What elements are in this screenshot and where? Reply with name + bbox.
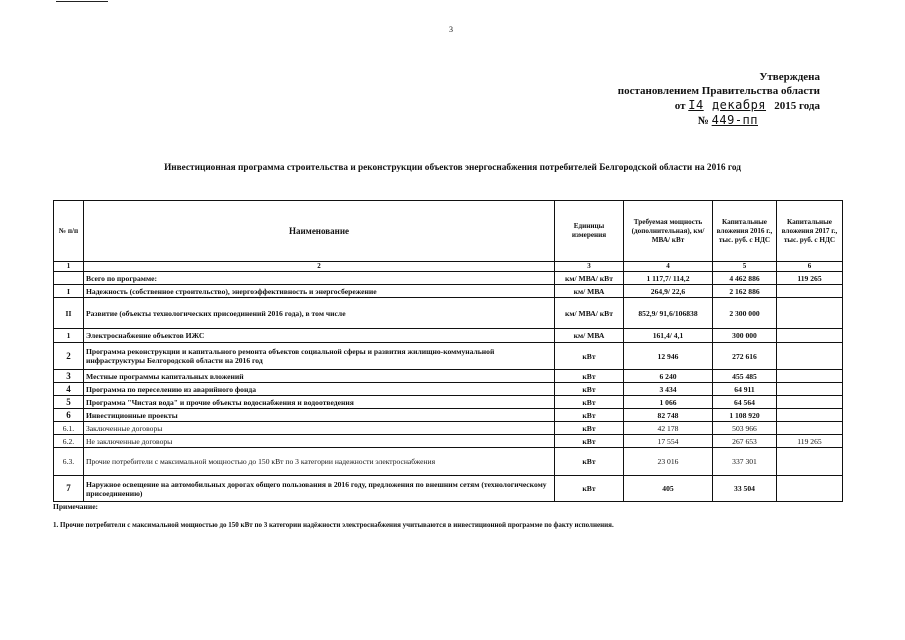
row-cap2016: 337 301 [713, 448, 777, 476]
row-cap2016: 64 564 [713, 396, 777, 409]
row-cap2016: 1 108 920 [713, 409, 777, 422]
approval-date [560, 98, 820, 113]
row-cap2016: 300 000 [713, 329, 777, 343]
row-cap2016: 33 504 [713, 476, 777, 502]
row-unit: кВт [555, 448, 624, 476]
index-cell: 5 [713, 262, 777, 272]
row-power: 17 554 [624, 435, 713, 448]
row-num: 3 [54, 370, 84, 383]
row-cap2017 [777, 370, 843, 383]
row-num [54, 272, 84, 285]
row-unit: кВт [555, 476, 624, 502]
index-cell: 1 [54, 262, 84, 272]
index-row [54, 262, 843, 272]
table-row [54, 272, 843, 285]
row-power: 6 240 [624, 370, 713, 383]
table-row [54, 329, 843, 343]
header-cap2017: Капитальные вложения 2017 г., тыс. руб. с НДС [777, 201, 843, 262]
row-power: 23 016 [624, 448, 713, 476]
row-cap2016: 2 162 886 [713, 285, 777, 298]
approval-block [560, 70, 820, 128]
row-num: 2 [54, 343, 84, 370]
row-name: Прочие потребители с максимальной мощностью до 150 кВт по 3 категории надежности электроснабжения [84, 448, 555, 476]
row-unit: км/ МВА [555, 329, 624, 343]
table-row [54, 476, 843, 502]
row-power: 852,9/ 91,6/106838 [624, 298, 713, 329]
row-cap2016: 267 653 [713, 435, 777, 448]
header-cap2016: Капитальные вложения 2016 г., тыс. руб. с НДС [713, 201, 777, 262]
row-name: Инвестиционные проекты [84, 409, 555, 422]
date-month: декабря [711, 98, 767, 112]
table-row [54, 370, 843, 383]
row-cap2016: 503 966 [713, 422, 777, 435]
row-name: Развитие (объекты технологических присоединений 2016 года), в том числе [84, 298, 555, 329]
row-unit: км/ МВА/ кВт [555, 298, 624, 329]
date-year: 2015 года [774, 100, 820, 112]
approval-line-2: постановлением Правительства области [617, 85, 820, 97]
row-unit: км/ МВА [555, 285, 624, 298]
table-row [54, 448, 843, 476]
row-power: 1 066 [624, 396, 713, 409]
row-cap2017 [777, 285, 843, 298]
row-num: 1 [54, 329, 84, 343]
number-prefix: № [697, 115, 709, 127]
row-cap2016: 2 300 000 [713, 298, 777, 329]
row-name: Наружное освещение на автомобильных дорогах общего пользования в 2016 году, предложения по внешним сетям (технологическому присоединению) [84, 476, 555, 502]
row-unit: кВт [555, 343, 624, 370]
table-row [54, 435, 843, 448]
row-unit: кВт [555, 435, 624, 448]
number-value: 449-пп [711, 113, 758, 127]
row-cap2017 [777, 396, 843, 409]
header-unit: Единицы измерения [555, 201, 624, 262]
row-unit: кВт [555, 396, 624, 409]
row-power: 405 [624, 476, 713, 502]
table-row [54, 409, 843, 422]
row-name: Электроснабжение объектов ИЖС [84, 329, 555, 343]
document-title: Инвестиционная программа строительства и реконструкции объектов энергоснабжения потребителей Белгородской области на 2016 год [164, 163, 741, 173]
row-num: 6.3. [54, 448, 84, 476]
row-power: 264,9/ 22,6 [624, 285, 713, 298]
row-num: 6.2. [54, 435, 84, 448]
table-row [54, 285, 843, 298]
approval-number [560, 113, 820, 128]
note-title: Примечание: [53, 502, 99, 511]
row-num: 5 [54, 396, 84, 409]
row-cap2017: 119 265 [777, 435, 843, 448]
row-unit: км/ МВА/ кВт [555, 272, 624, 285]
row-cap2017 [777, 329, 843, 343]
table-row [54, 422, 843, 435]
row-num: II [54, 298, 84, 329]
header-num: № п/п [54, 201, 84, 262]
header-power: Требуемая мощность (дополнительная), км/ МВА/ кВт [624, 201, 713, 262]
row-name: Программа "Чистая вода" и прочие объекты водоснабжения и водоотведения [84, 396, 555, 409]
row-power: 12 946 [624, 343, 713, 370]
page-number: 3 [449, 25, 453, 34]
row-name: Заключенные договоры [84, 422, 555, 435]
table-row [54, 396, 843, 409]
row-name: Программа по переселению из аварийного фонда [84, 383, 555, 396]
row-cap2017 [777, 448, 843, 476]
header-name: Наименование [84, 201, 555, 262]
row-name: Не заключенные договоры [84, 435, 555, 448]
index-cell: 6 [777, 262, 843, 272]
index-cell: 4 [624, 262, 713, 272]
note-text: 1. Прочие потребители с максимальной мощностью до 150 кВт по 3 категории надёжности электроснабжения учитываются в инвестиционной программе по факту исполнения. [53, 521, 614, 529]
row-cap2016: 272 616 [713, 343, 777, 370]
row-name: Программа реконструкции и капитального ремонта объектов социальной сферы и развития жилищно-коммунальной инфраструктуры Белгородской области на 2016 год [84, 343, 555, 370]
date-prefix: от [674, 100, 686, 112]
investment-table [53, 200, 843, 502]
approval-line-1: Утверждена [759, 71, 820, 83]
header-row [54, 201, 843, 262]
row-cap2017 [777, 409, 843, 422]
row-cap2017 [777, 343, 843, 370]
row-num: 6 [54, 409, 84, 422]
row-num: I [54, 285, 84, 298]
row-num: 4 [54, 383, 84, 396]
row-unit: кВт [555, 409, 624, 422]
row-power: 42 178 [624, 422, 713, 435]
row-unit: кВт [555, 422, 624, 435]
date-day: I4 [688, 98, 704, 112]
row-cap2016: 64 911 [713, 383, 777, 396]
top-rule [56, 1, 108, 2]
table-row [54, 383, 843, 396]
row-num: 7 [54, 476, 84, 502]
row-num: 6.1. [54, 422, 84, 435]
row-cap2016: 455 485 [713, 370, 777, 383]
row-power: 82 748 [624, 409, 713, 422]
row-cap2017 [777, 476, 843, 502]
row-name: Надежность (собственное строительство), энергоэффективность и энергосбережение [84, 285, 555, 298]
table-row [54, 343, 843, 370]
index-cell: 3 [555, 262, 624, 272]
table-row [54, 298, 843, 329]
row-cap2017 [777, 298, 843, 329]
row-name: Местные программы капитальных вложений [84, 370, 555, 383]
row-unit: кВт [555, 370, 624, 383]
row-cap2017: 119 265 [777, 272, 843, 285]
row-power: 161,4/ 4,1 [624, 329, 713, 343]
row-cap2016: 4 462 886 [713, 272, 777, 285]
row-name: Всего по программе: [84, 272, 555, 285]
row-cap2017 [777, 422, 843, 435]
row-power: 1 117,7/ 114,2 [624, 272, 713, 285]
index-cell: 2 [84, 262, 555, 272]
row-unit: кВт [555, 383, 624, 396]
row-cap2017 [777, 383, 843, 396]
row-power: 3 434 [624, 383, 713, 396]
